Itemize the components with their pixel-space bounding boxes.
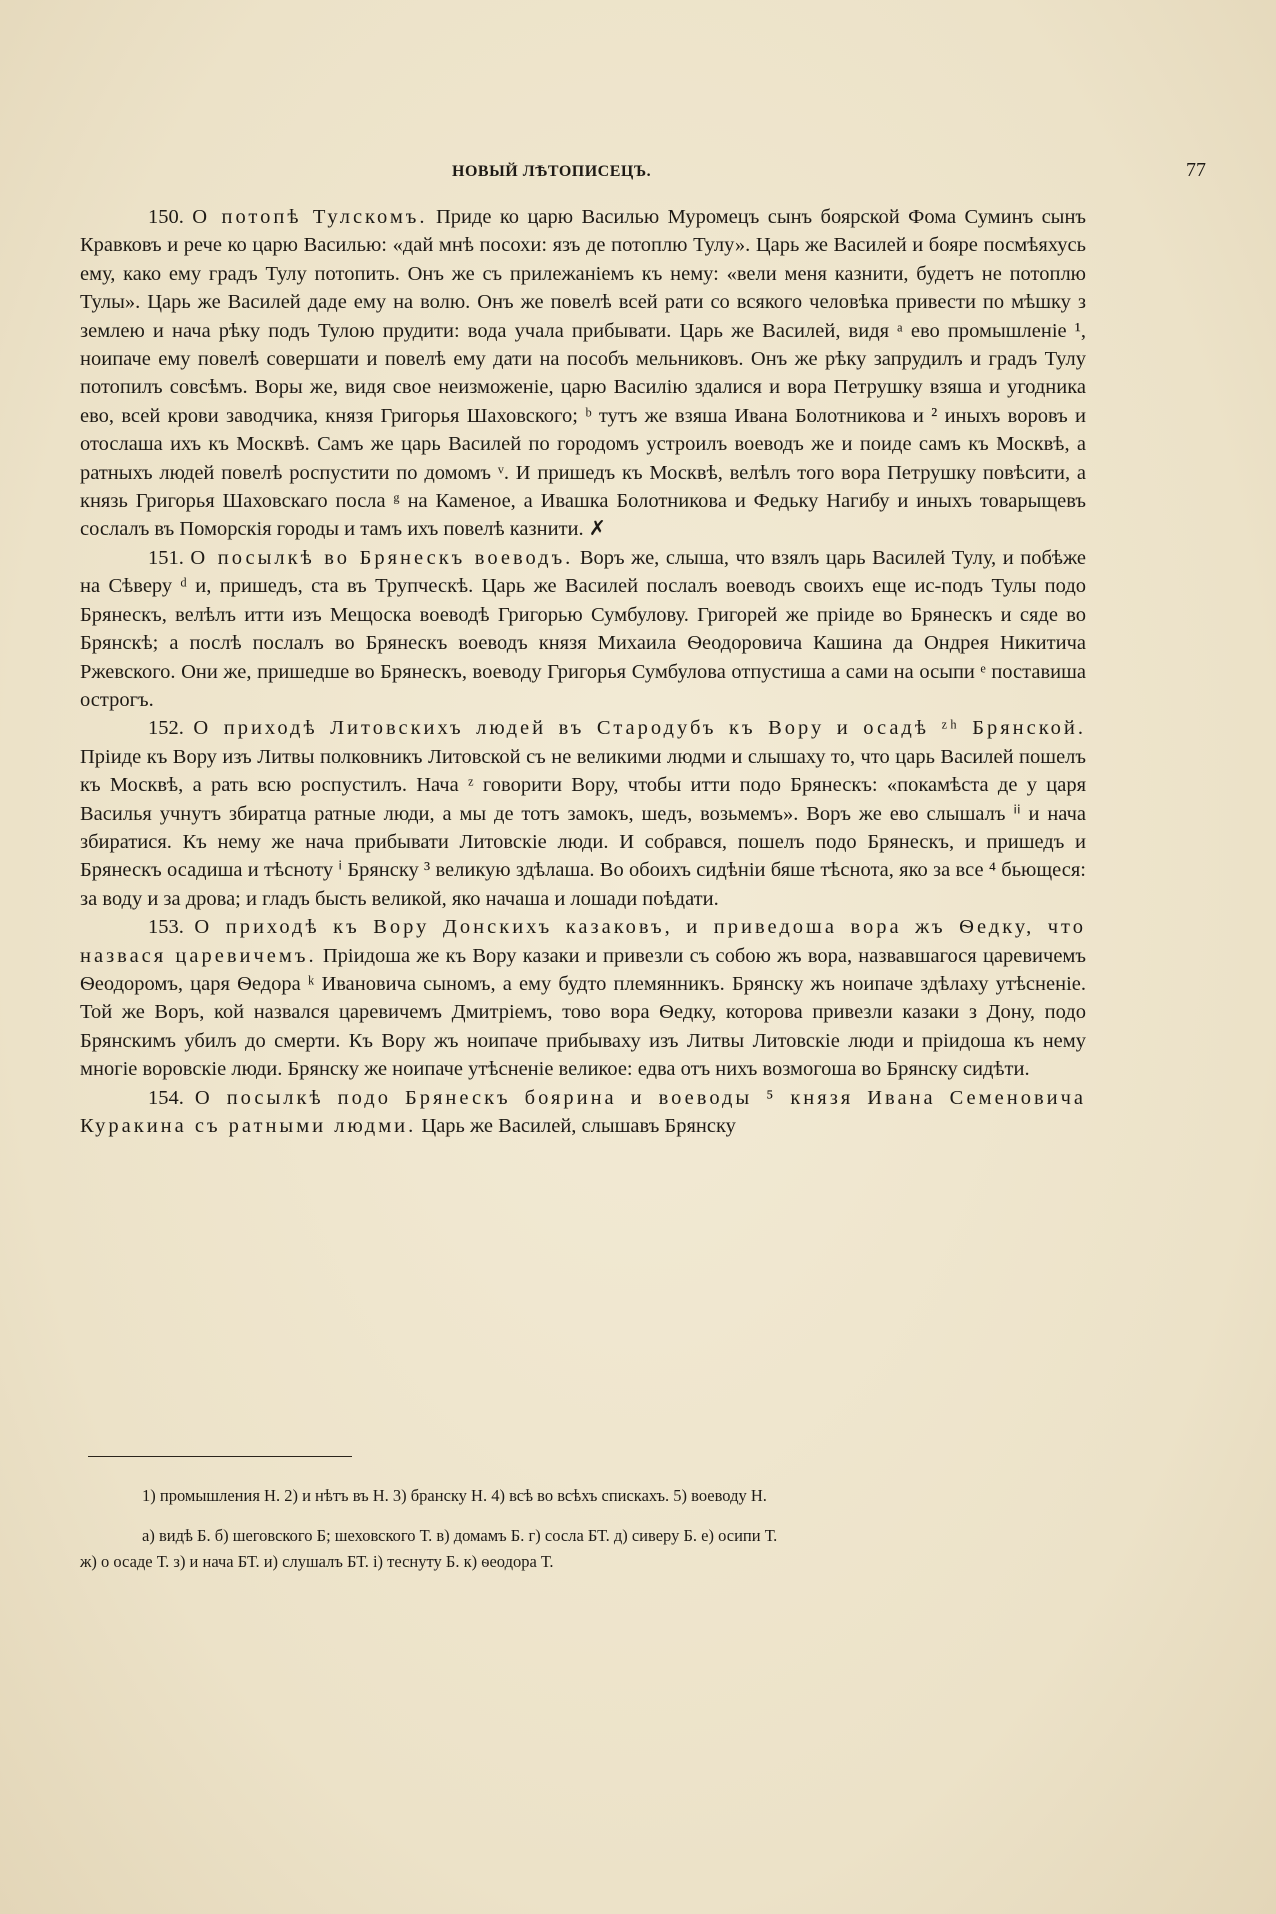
paragraph-text: Пріидоша же къ Вору казаки и привезли съ собою жъ вора, назвавшагося царевичемъ Ѳеодоромъ, царя Ѳедора ᵏ Ивановича сыномъ, а ему будто племянникъ. Брянску жъ ноипаче здѣлаху утѣсненіе. Той же Воръ, кой назвался царевичемъ Дмитріемъ, тово вора Ѳедку, которова привезли казаки з Дону, подо Брянскимъ убилъ до смерти. Къ Вору жъ ноипаче прибываху изъ Литвы Литовскіе люди и пріидоша къ нему многіе воровскіе люди. Брянску же ноипаче утѣсненіе великое: едва отъ нихъ возмогоша во Брянску сидѣти. (80, 944, 1087, 1081)
main-text (80, 203, 1086, 1140)
paragraph-153 (80, 913, 1086, 1083)
paragraph-heading: О потопѣ Тулскомъ. (192, 206, 428, 228)
paragraph-heading: О приходѣ къ Вору Донскихъ казаковъ, и приведоша вора жъ Ѳедку, что назвася царевичемъ. (80, 916, 1086, 967)
paragraph-number: 150. (148, 206, 184, 228)
paragraph-number: 151. (148, 546, 184, 569)
paragraph-number: 152. (148, 717, 184, 740)
page-number: 77 (1186, 159, 1206, 181)
paragraph-text: Царь же Василей, слышавъ Брянску (421, 1115, 736, 1137)
paragraph-text: Приде ко царю Василью Муромецъ сынъ боярской Фома Суминъ сынъ Кравковъ и рече ко царю Василью: «дай мнѣ посохи: язъ де потоплю Тулу». Царь же Василей и бояре посмѣяхусь ему, како ему градъ Тулу потопить. Онъ же съ прилежаніемъ къ нему: «вели меня казнити, будетъ не потоплю Тулы». Царь же Василей даде ему на волю. Онъ же повелѣ всей рати со всякого человѣка привести по мѣшку з землею и нача рѣку подъ Тулою прудити: вода учала прибывати. Царь же Василей, видя ᵃ ево промышленіе ¹, ноипаче ему повелѣ совершати и повелѣ ему дати на пособъ мельниковъ. Онъ же рѣку запрудилъ и градъ Тулу потопилъ совсѣмъ. Воры же, видя свое неизможеніе, царю Василію здалися и вора Петрушку взяша и угодника ево, всей крови заводчика, князя Григорья Шаховского; ᵇ тутъ же взяша Ивана Болотникова и ² иныхъ воровъ и отослаша ихъ къ Москвѣ. Самъ же царь Василей по городомъ устроилъ воеводъ же и поиде самъ къ Москвѣ, а ратныхъ людей повелѣ роспустити по домомъ ᵛ. И пришедъ къ Москвѣ, велѣлъ того вора Петрушку повѣсити, а князь Григорья Шаховскаго посла ᵍ на Каменое, а Ивашка Болотникова и Федьку Нагибу и иныхъ товарыщевъ сослалъ въ Поморскія городы и тамъ ихъ повелѣ казнити. ✗ (80, 206, 1087, 541)
paragraph-152 (80, 714, 1086, 913)
paragraph-heading: О приходѣ Литовскихъ людей въ Стародубъ къ Вору и осадѣ ᶻʰ Брянской. (193, 717, 1087, 740)
paragraph-text: Пріиде къ Вору изъ Литвы полковникъ Литовской съ не великими людми и слышаху то, что царь Василей пошелъ къ Москвѣ, а рать всю роспустилъ. Нача ᶻ говорити Вору, чтобы итти подо Брянескъ: «покамѣста де у царя Василья учнутъ збиратца ратные люди, а мы де тотъ замокъ, шедъ, возьмемъ». Воръ же ево слышалъ ⁱⁱ и нача збиратися. Къ нему же нача прибывати Литовскіе люди. И собрався, пошелъ подо Брянескъ, и пришедъ и Брянескъ осадиша и тѣсноту ⁱ Брянску ³ великую здѣлаша. Во обоихъ сидѣніи бяше тѣснота, яко за все ⁴ бьющеся: за воду и за дрова; и гладъ бысть великой, яко начаша и лошади поѣдати. (80, 745, 1086, 910)
paragraph-heading: О посылкѣ во Брянескъ воеводъ. (190, 546, 574, 569)
footnote-rule (88, 1456, 352, 1457)
paragraph-text: Воръ же, слыша, что взялъ царь Василей Тулу, и побѣже на Сѣверу ᵈ и, пришедъ, ста въ Трупческѣ. Царь же Василей послалъ воеводъ своихъ еще ис-подъ Тулы подо Брянескъ, велѣлъ итти изъ Мещоска воеводѣ Григорью Сумбулову. Григорей же пріиде во Брянескъ и сяде во Брянскѣ; а послѣ послалъ во Брянескъ воеводъ князя Михаила Ѳеодоровича Кашина да Ондрея Никитича Ржевского. Они же, пришедше во Брянескъ, воеводу Григорья Сумбулова отпустиша а сами на осыпи ᵉ поставиша острогъ. (80, 546, 1087, 711)
footnotes-numbered: 1) промышления Н. 2) и нѣтъ въ Н. 3) бранску Н. 4) всѣ во всѣхъ спискахъ. 5) воеводу Н. (142, 1486, 767, 1505)
footnotes (80, 1483, 1086, 1575)
footnotes-lettered: а) видѣ Б. б) шеговского Б; шеховского Т. в) домамъ Б. г) сосла БТ. д) сиверу Б. е) осипи Т. (142, 1526, 778, 1545)
paragraph-154 (80, 1084, 1086, 1141)
paragraph-151 (80, 544, 1086, 714)
paragraph-150 (80, 203, 1086, 544)
paragraph-heading: О посылкѣ подо Брянескъ боярина и воеводы ⁵ князя Ивана Семеновича Куракина съ ратными людми. (80, 1086, 1087, 1137)
running-title: НОВЫЙ ЛѢТОПИСЕЦЪ. (452, 163, 652, 180)
footnotes-lettered-continued: ж) о осаде Т. з) и нача БТ. и) слушалъ БТ. і) теснуту Б. к) ѳеодора Т. (80, 1552, 554, 1571)
paragraph-number: 153. (148, 916, 184, 939)
paragraph-number: 154. (148, 1086, 184, 1109)
